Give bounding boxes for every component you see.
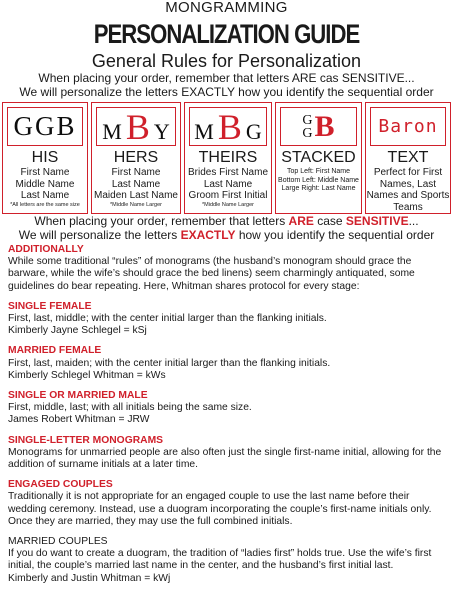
monogram-letter: G (302, 112, 313, 128)
section-title: ENGAGED COUPLES (8, 479, 113, 491)
card-line: Names, Last (379, 178, 437, 190)
card-line: Top Left: First Name (286, 168, 351, 175)
card-line: Last Name (111, 178, 161, 190)
card-line: Maiden Last Name (94, 190, 178, 201)
monogram-letter: M (102, 118, 122, 144)
card-title: HERS (113, 149, 159, 166)
card-lines (276, 168, 361, 194)
card-line: Last Name (20, 190, 70, 201)
monogram-letter: Y (153, 118, 170, 144)
notice-text: case (313, 214, 346, 228)
card-his (2, 102, 88, 214)
monogram-cards (2, 102, 452, 214)
card-title: THEIRS (198, 149, 258, 166)
section-text: If you do want to create a duogram, the tradition of “ladies first” holds true. Use the wife’s first initial, the couple’s married last name in the center, and the husband’s first initial last. (8, 548, 432, 572)
monogram-stack-column (302, 114, 312, 140)
notice-emphasis: ARE (288, 214, 314, 228)
monogram-letter: G (245, 118, 262, 144)
section-title: SINGLE FEMALE (8, 300, 92, 312)
card-line: Bottom Left: Middle Name (278, 176, 359, 184)
notice-emphasis: EXACTLY (180, 228, 236, 242)
notice-text: how you identify the sequential order (235, 228, 435, 242)
card-lines (366, 167, 450, 213)
section-text: First, middle, last; with all initials being the same size. (8, 402, 252, 414)
notice-text: ... (408, 214, 419, 228)
card-note: *All letters are the same size (10, 202, 80, 208)
card-stacked (275, 102, 362, 214)
monogram-stacked (302, 110, 334, 144)
case-sensitive-notice (0, 214, 453, 242)
section-title: SINGLE-LETTER MONOGRAMS (8, 434, 164, 446)
card-theirs (184, 102, 272, 214)
section-text: While some traditional “rules” of monograms (the husband’s monogram should grace the barware, while the wife’s should grace the bed linens) seem charmingly antiquated, some guidelines do bear repeating. Here, Whitman shares protocol for every stage: (8, 256, 415, 292)
card-line: First Name (20, 167, 70, 178)
card-title: HIS (31, 149, 59, 166)
card-line: Large Right: Last Name (281, 185, 356, 192)
monogram-theirs (194, 106, 261, 148)
card-lines (185, 167, 271, 202)
monogram-box (370, 107, 446, 146)
section-text: First, last, middle; with the center initial larger than the flanking initials. (8, 313, 327, 325)
notice-line-1 (0, 214, 453, 228)
section-example: Kimberly Jayne Schlegel = kSj (8, 325, 147, 337)
card-line: Perfect for First (373, 167, 443, 178)
card-line: Teams (393, 201, 423, 213)
monogram-box (280, 107, 357, 146)
card-lines (3, 167, 87, 202)
section-title: MARRIED FEMALE (8, 345, 102, 357)
section-text: Monograms for unmarried people are also often just the single first-name initial, allowing for the addition of surname initials at a later time. (8, 446, 442, 471)
monogram-letter: B (314, 109, 335, 143)
monogram-letter: G (302, 125, 313, 141)
notice-line-2 (0, 228, 453, 242)
card-lines (92, 167, 180, 202)
section-text: Traditionally it is not appropriate for an engaged couple to use the last name before their wedding ceremony. Instead, use a duogram incorporating the couple’s first-name initials only. Once they are married, they may use the full combined initials. (8, 491, 432, 527)
card-hers (91, 102, 181, 214)
card-line: First Name (111, 167, 161, 178)
card-line: Last Name (203, 178, 253, 190)
section-title: SINGLE OR MARRIED MALE (8, 390, 148, 402)
intro-line-1: When placing your order, remember that letters ARE cas SENSITIVE... (38, 71, 415, 85)
card-note: *Middle Name Larger (202, 202, 254, 208)
section-example: Kimberly and Justin Whitman = kWj (8, 572, 171, 584)
monogram-his: GGB (13, 111, 77, 141)
card-line: Middle Name (15, 178, 75, 190)
monogram-box (7, 107, 83, 146)
card-note: *Middle Name Larger (110, 202, 162, 208)
monogram-letter: M (194, 118, 214, 144)
notice-text: When placing your order, remember that letters (34, 214, 289, 228)
monogram-box (96, 107, 176, 146)
monogram-letter: B (125, 106, 150, 147)
intro-line-2: We will personalize the letters EXACTLY how you identify the sequential order (19, 85, 434, 99)
page-title: PERSONALIZATION GUIDE (93, 19, 360, 49)
section-title: MARRIED COUPLES (8, 536, 108, 548)
card-line: Names and Sports (366, 190, 450, 201)
card-line: Brides First Name (187, 167, 268, 178)
monogram-text: Baron (378, 116, 438, 137)
guidelines (8, 244, 450, 585)
section-text: First, last, maiden; with the center initial larger than the flanking initials. (8, 357, 331, 369)
card-title: TEXT (387, 149, 429, 166)
section-example: Kimberly Schlegel Whitman = kWs (8, 369, 166, 381)
notice-text: We will personalize the letters (18, 228, 181, 242)
section-title: ADDITIONALLY (8, 244, 84, 255)
monogram-box (189, 107, 267, 146)
card-line: Groom First Initial (188, 190, 268, 201)
sub-title: General Rules for Personalization (91, 51, 362, 71)
section-example: James Robert Whitman = JRW (8, 414, 150, 426)
top-title: MONGRAMMING (165, 0, 288, 16)
notice-emphasis: SENSITIVE (345, 214, 409, 228)
card-text (365, 102, 451, 214)
card-title: STACKED (281, 149, 356, 166)
monogram-hers (102, 106, 169, 148)
monogram-letter: B (217, 106, 242, 147)
